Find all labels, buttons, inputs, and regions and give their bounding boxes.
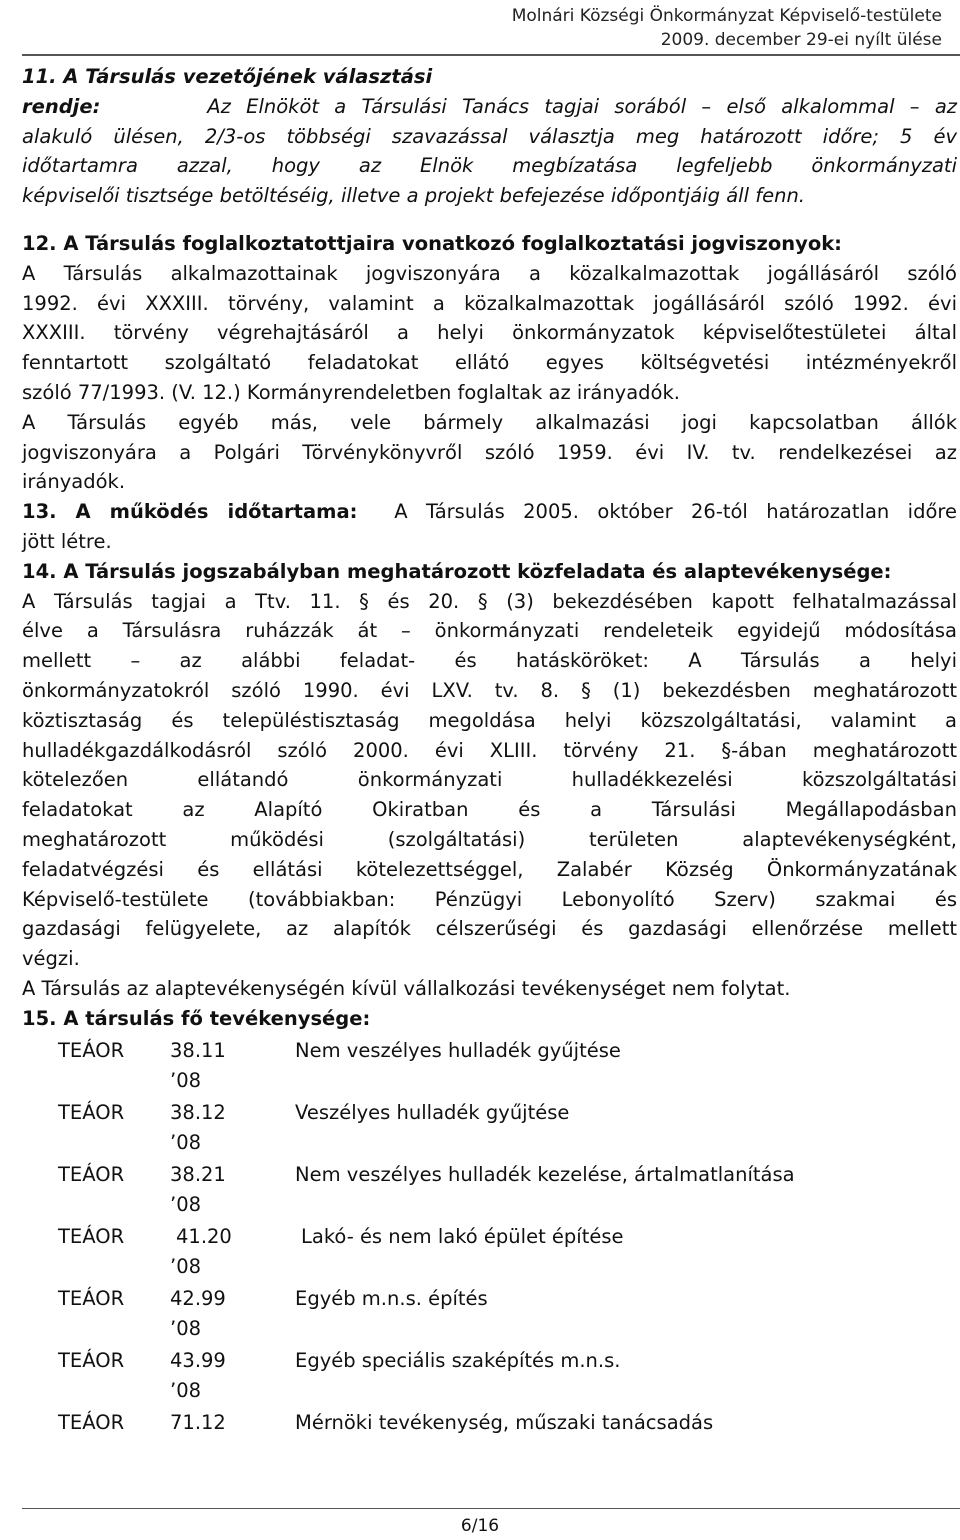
teaor-code: TEÁOR (58, 1286, 125, 1310)
teaor-description: Nem veszélyes hulladék gyűjtése (295, 1038, 621, 1062)
document-body (22, 62, 957, 1438)
teaor-description: Mérnöki tevékenység, műszaki tanácsadás (295, 1410, 714, 1434)
section-15-title: 15. A társulás fő tevékenysége: (22, 1006, 371, 1030)
section-14-line: önkormányzatokról szóló 1990. évi LXV. tv. 8. § (1) bekezdésben meghatározott (22, 678, 957, 702)
section-13-line-1: 13. A működés időtartama: A Társulás 2005. október 26-tól határozatlan időre (22, 500, 957, 524)
section-14-line: köztisztaság és településtisztaság megoldása helyi közszolgáltatási, valamint a (22, 708, 957, 732)
teaor-number: 42.99 ’08 (170, 1286, 226, 1340)
section-11-line-3: időtartamra azzal, hogy az Elnök megbízatása legfeljebb önkormányzati (22, 154, 957, 178)
section-14-line: A Társulás tagjai a Ttv. 11. § és 20. § (3) bekezdésében kapott felhatalmazással (22, 589, 957, 613)
section-11-line-2: alakuló ülésen, 2/3-os többségi szavazással választja meg határozott időre; 5 év (22, 124, 957, 148)
teaor-code: TEÁOR (58, 1038, 125, 1062)
footer-divider (22, 1508, 960, 1509)
section-13-title: 13. A működés időtartama: (22, 500, 358, 524)
section-12-line: fenntartott szolgáltató feladatokat ellátó egyes költségvetési intézményekről (22, 351, 957, 375)
section-12-line: A Társulás alkalmazottainak jogviszonyára a közalkalmazottak jogállásáról szóló (22, 261, 957, 285)
section-11-line-1: rendje: Az Elnököt a Társulási Tanács tagjai sorából – első alkalommal – az (22, 94, 958, 118)
section-14-line: feladatvégzési és ellátási kötelezettséggel, Zalabér Község Önkormányzatának (22, 857, 957, 881)
section-12-line: irányadók. (22, 470, 126, 494)
teaor-code: TEÁOR (58, 1224, 125, 1248)
header-council: Molnári Községi Önkormányzat Képviselő-testülete (511, 6, 942, 26)
teaor-number: 38.11 ’08 (170, 1038, 226, 1092)
teaor-code: TEÁOR (58, 1410, 125, 1434)
teaor-code: TEÁOR (58, 1162, 125, 1186)
section-14-line: Képviselő-testülete (továbbiakban: Pénzügyi Lebonyolító Szerv) szakmai és (22, 887, 957, 911)
teaor-number: 71.12 (170, 1410, 226, 1434)
teaor-description: Nem veszélyes hulladék kezelése, ártalmatlanítása (295, 1162, 795, 1186)
teaor-number: 38.21 ’08 (170, 1162, 226, 1216)
section-13-line-2: jött létre. (22, 529, 112, 553)
teaor-list (58, 1036, 957, 1438)
teaor-row (58, 1284, 957, 1344)
section-12-title: 12. A Társulás foglalkoztatottjaira vonatkozó foglalkoztatási jogviszonyok: (22, 231, 842, 255)
section-11-title: 11. A Társulás vezetőjének választási (22, 65, 433, 88)
teaor-number: 38.12 ’08 (170, 1100, 226, 1154)
teaor-code: TEÁOR (58, 1348, 125, 1372)
section-14-line: kötelezően ellátandó önkormányzati hulladékkezelési közszolgáltatási (22, 768, 957, 792)
teaor-row (58, 1160, 957, 1220)
section-14-closing: A Társulás az alaptevékenységén kívül vállalkozási tevékenységet nem folytat. (22, 976, 791, 1000)
teaor-row (58, 1408, 957, 1438)
section-14-line: gazdasági felügyelete, az alapítók célszerűségi és gazdasági ellenőrzése mellett (22, 917, 957, 941)
teaor-code: TEÁOR (58, 1100, 125, 1124)
teaor-number: 41.20 ’08 (170, 1224, 232, 1278)
teaor-row (58, 1098, 957, 1158)
section-14-title: 14. A Társulás jogszabályban meghatározott közfeladata és alaptevékenysége: (22, 559, 892, 583)
section-12-line: 1992. évi XXXIII. törvény, valamint a közalkalmazottak jogállásáról szóló 1992. évi (22, 291, 957, 315)
section-14-line: mellett – az alábbi feladat- és hatásköröket: A Társulás a helyi (22, 649, 957, 673)
page-number: 6/16 (460, 1516, 500, 1536)
section-14-line: feladatokat az Alapító Okiratban és a Társulási Megállapodásban (22, 798, 957, 822)
teaor-row (58, 1222, 957, 1282)
section-14-line: meghatározott működési (szolgáltatási) területen alaptevékenységként, (22, 827, 957, 851)
teaor-number: 43.99 ’08 (170, 1348, 226, 1402)
section-14-line: végzi. (22, 947, 80, 971)
teaor-description: Lakó- és nem lakó épület építése (301, 1224, 624, 1248)
header-meeting: 2009. december 29-ei nyílt ülése (660, 30, 942, 50)
teaor-description: Egyéb m.n.s. építés (295, 1286, 488, 1310)
teaor-row (58, 1036, 957, 1096)
teaor-row (58, 1346, 957, 1406)
section-14-line: hulladékgazdálkodásról szóló 2000. évi XLIII. törvény 21. §-ában meghatározott (22, 738, 957, 762)
section-14-line: élve a Társulásra ruházzák át – önkormányzati rendeleteik egyidejű módosítása (22, 619, 957, 643)
teaor-description: Egyéb speciális szaképítés m.n.s. (295, 1348, 621, 1372)
section-12-line: XXXIII. törvény végrehajtásáról a helyi önkormányzatok képviselőtestületei által (22, 321, 957, 345)
section-12-line: szóló 77/1993. (V. 12.) Kormányrendeletben foglaltak az irányadók. (22, 380, 680, 404)
page-header (512, 4, 942, 52)
header-divider (22, 54, 960, 56)
section-11-line-4: képviselői tisztsége betöltéséig, illetve a projekt befejezése időpontjáig áll fenn. (22, 184, 805, 208)
teaor-description: Veszélyes hulladék gyűjtése (295, 1100, 570, 1124)
section-12-line: A Társulás egyéb más, vele bármely alkalmazási jogi kapcsolatban állók (22, 410, 957, 434)
section-12-line: jogviszonyára a Polgári Törvénykönyvről szóló 1959. évi IV. tv. rendelkezései az (22, 440, 957, 464)
